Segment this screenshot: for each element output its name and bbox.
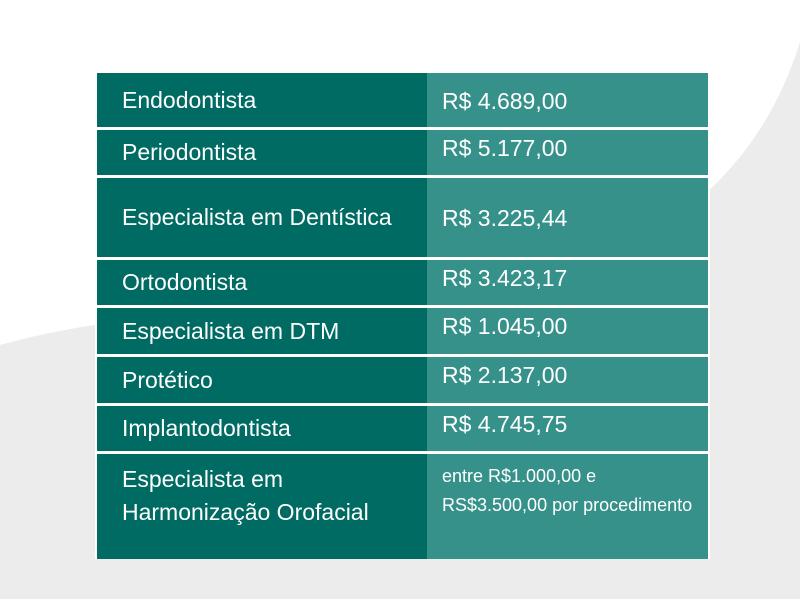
salary-table [95,71,710,559]
role-cell: Periodontista [97,130,427,175]
table-row [95,130,710,178]
table-row [95,71,710,130]
role-cell: Especialista em Harmonização Orofacial [97,454,427,559]
salary-cell: R$ 1.045,00 [427,308,708,354]
role-cell: Especialista em DTM [97,308,427,354]
table-row [95,357,710,406]
table-row [95,308,710,357]
salary-cell: R$ 3.423,17 [427,260,708,305]
salary-cell: entre R$1.000,00 e RS$3.500,00 por procedimento [427,454,708,559]
role-cell: Ortodontista [97,260,427,305]
salary-cell: R$ 4.689,00 [427,73,708,127]
table-row [95,454,710,559]
salary-cell: R$ 5.177,00 [427,130,708,175]
role-cell: Protético [97,357,427,403]
salary-cell: R$ 4.745,75 [427,406,708,451]
role-cell: Especialista em Dentística [97,178,427,257]
salary-cell: R$ 3.225,44 [427,178,708,257]
table-row [95,406,710,454]
table-row [95,178,710,260]
role-cell: Endodontista [97,73,427,127]
table-row [95,260,710,308]
role-cell: Implantodontista [97,406,427,451]
salary-cell: R$ 2.137,00 [427,357,708,403]
